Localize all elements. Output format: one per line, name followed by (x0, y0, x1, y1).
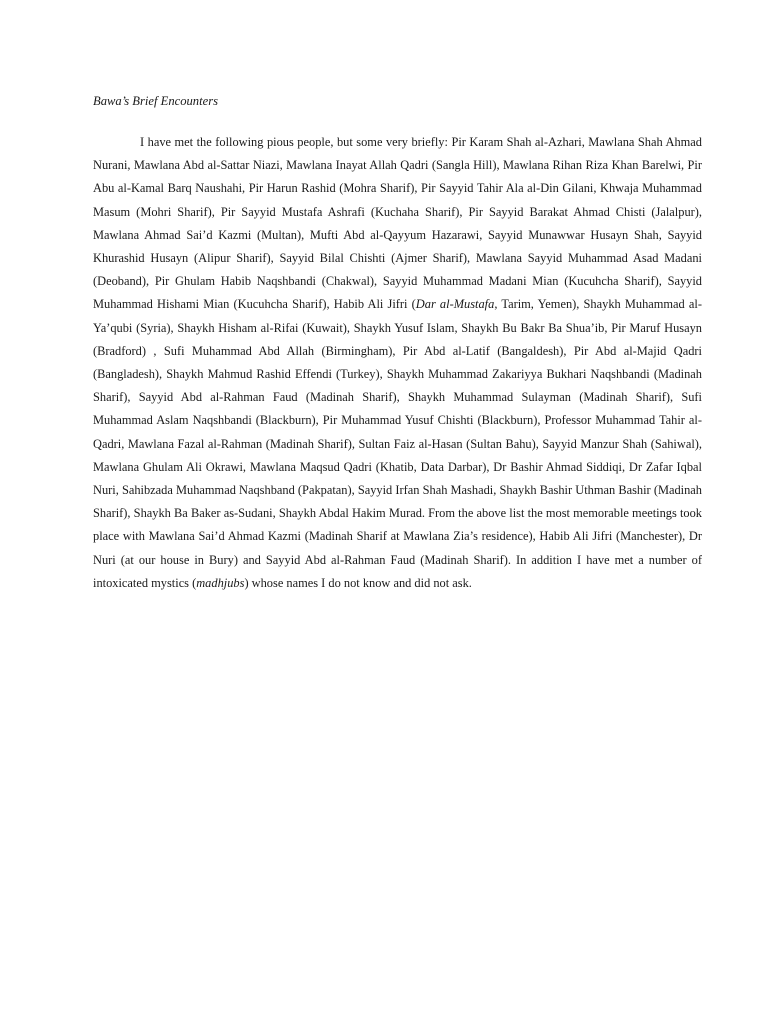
document-paragraph (93, 131, 702, 595)
paragraph-text-3: ) whose names I do not know and did not ask. (244, 575, 472, 590)
paragraph-italic-dar-al-mustafa: Dar al-Mustafa (415, 297, 495, 312)
document-heading: Bawa’s Brief Encounters (93, 94, 218, 108)
paragraph-text-1: I have met the following pious people, but some very briefly: Pir Karam Shah al-Azhari, Mawlana Shah Ahmad Nurani, Mawlana Abd al-Sattar Niazi, Mawlana Inayat Allah Qadri (Sangla Hill), Mawlana Rihan Riza Khan Barelwi, Pir Abu al-Kamal Barq Naushahi, Pir Harun Rashid (Mohra Sharif), Pir Sayyid Tahir Ala al-Din Gilani, Khwaja Muhammad Masum (Mohri Sharif), Pir Sayyid Mustafa Ashrafi (Kuchaha Sharif), Pir Sayyid Barakat Ahmad Chisti (Jalalpur), Mawlana Ahmad Sai’d Kazmi (Multan), Mufti Abd al-Qayyum Hazarawi, Sayyid Munawwar Husayn Shah, Sayyid Khurashid Husayn (Alipur Sharif), Sayyid Bilal Chishti (Ajmer Sharif), Mawlana Sayyid Muhammad Asad Madani (Deoband), Pir Ghulam Habib Naqshbandi (Chakwal), Sayyid Muhammad Madani Mian (Kucuhcha Sharif), Sayyid Muhammad Hishami Mian (Kucuhcha Sharif), Habib Ali Jifri ( (93, 135, 702, 312)
paragraph-italic-madhjubs: madhjubs (196, 575, 245, 590)
paragraph-text-2: , Tarim, Yemen), Shaykh Muhammad al-Ya’qubi (Syria), Shaykh Hisham al-Rifai (Kuwait), Shaykh Yusuf Islam, Shaykh Bu Bakr Ba Shua’ib, Pir Maruf Husayn (Bradford) , Sufi Muhammad Abd Allah (Birmingham), Pir Abd al-Latif (Bangaldesh), Pir Abd al-Majid Qadri (Bangladesh), Shaykh Mahmud Rashid Effendi (Turkey), Shaykh Muhammad Zakariyya Bukhari Naqshbandi (Madinah Sharif), Sayyid Abd al-Rahman Faud (Madinah Sharif), Shaykh Muhammad Sulayman (Madinah Sharif), Sufi Muhammad Aslam Naqshbandi (Blackburn), Pir Muhammad Yusuf Chishti (Blackburn), Professor Muhammad Tahir al-Qadri, Mawlana Fazal al-Rahman (Madinah Sharif), Sultan Faiz al-Hasan (Sultan Bahu), Sayyid Manzur Shah (Sahiwal), Mawlana Ghulam Ali Okrawi, Mawlana Maqsud Qadri (Khatib, Data Darbar), Dr Bashir Ahmad Siddiqi, Dr Zafar Iqbal Nuri, Sahibzada Muhammad Naqshband (Pakpatan), Sayyid Irfan Shah Mashadi, Shaykh Bashir Uthman Bashir (Madinah Sharif), Shaykh Ba Baker as-Sudani, Shaykh Abdal Hakim Murad. From the above list the most memorable meetings took place with Mawlana Sai’d Ahmad Kazmi (Madinah Sharif at Mawlana Zia’s residence), Habib Ali Jifri (Manchester), Dr Nuri (at our house in Bury) and Sayyid Abd al-Rahman Faud (Madinah Sharif). In addition I have met a number of intoxicated mystics ( (93, 297, 702, 590)
document-page (93, 92, 702, 595)
